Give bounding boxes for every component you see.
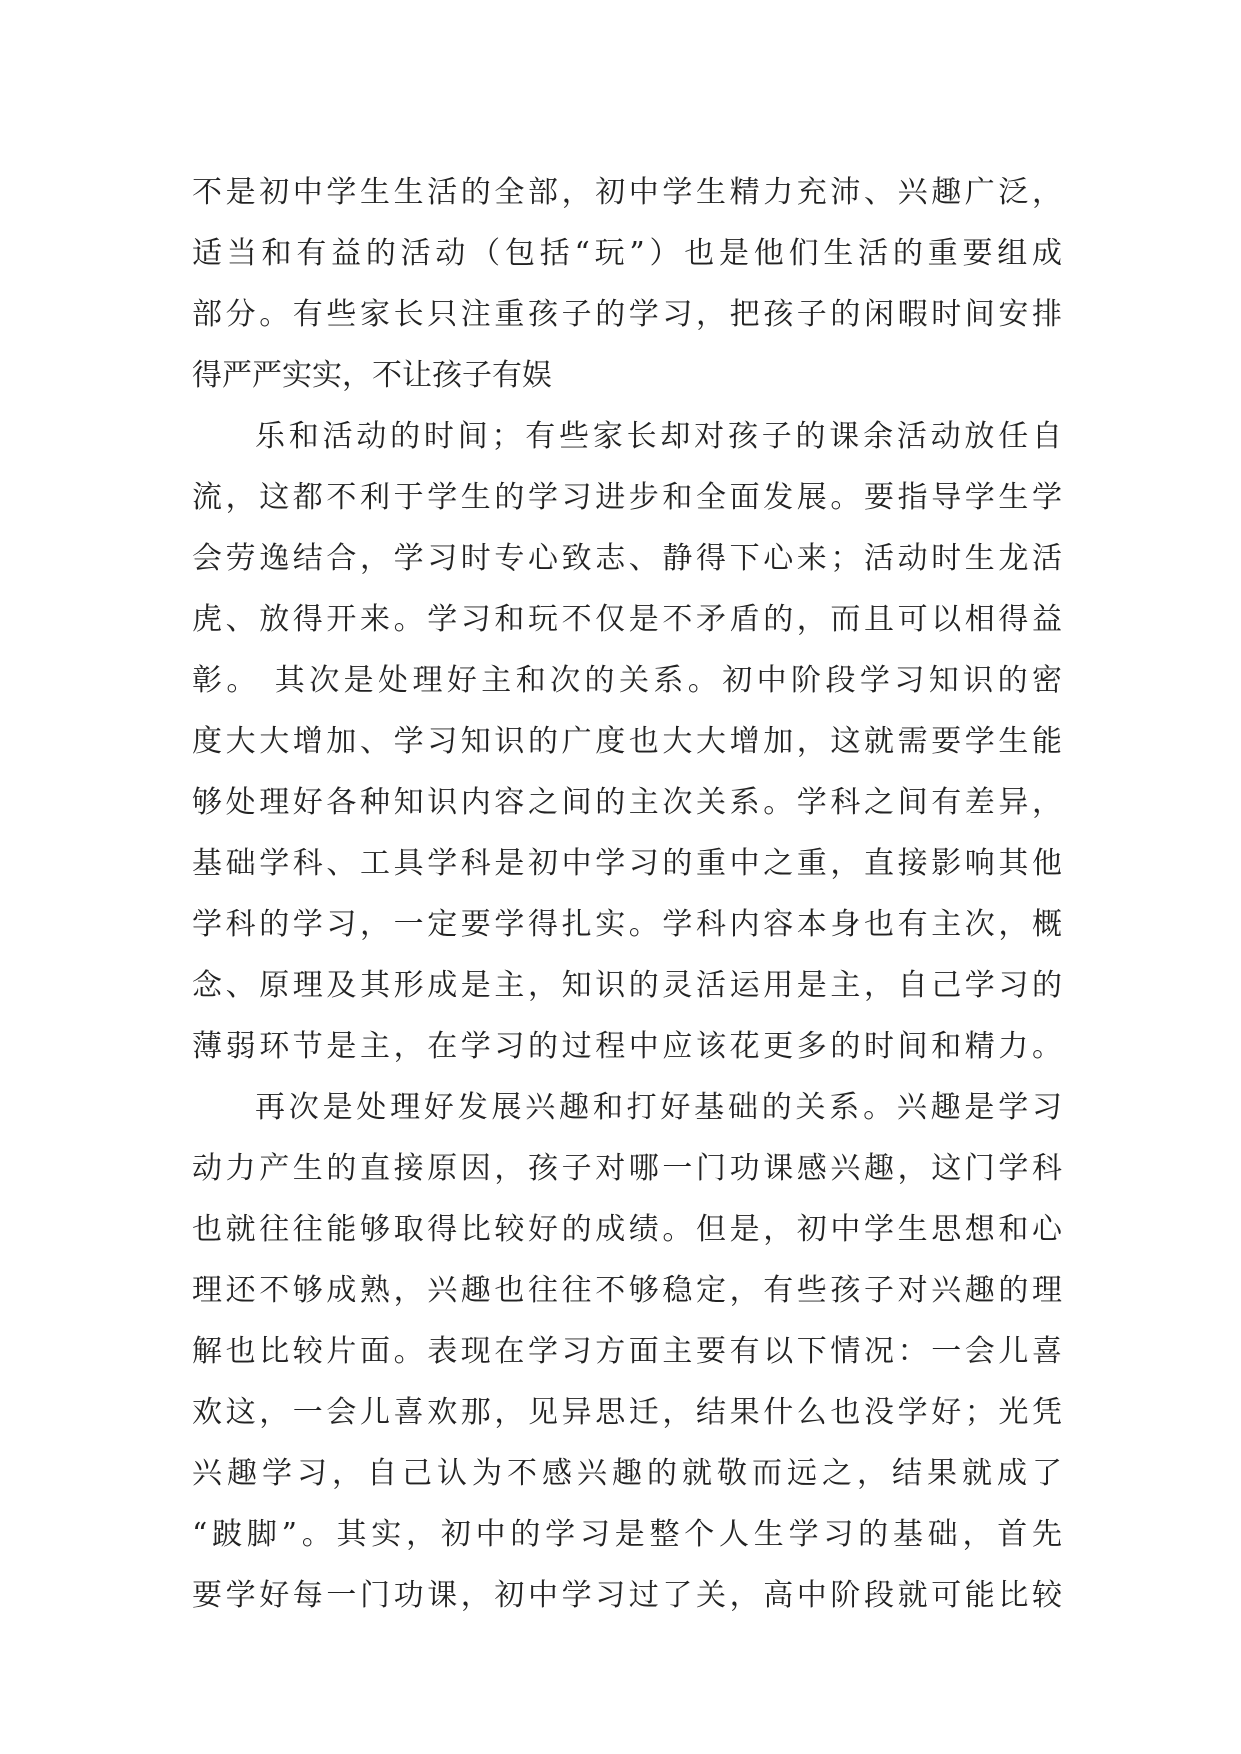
text-line: 虎、放得开来。学习和玩不仅是不矛盾的，而且可以相得益 <box>192 602 1062 637</box>
text-line: 动力产生的直接原因，孩子对哪一门功课感兴趣，这门学科 <box>192 1151 1062 1186</box>
text-line: 流，这都不利于学生的学习进步和全面发展。要指导学生学 <box>192 480 1062 515</box>
text-line: 要学好每一门功课，初中学习过了关，高中阶段就可能比较 <box>192 1578 1062 1613</box>
text-line: 得严严实实，不让孩子有娱 <box>192 358 552 393</box>
text-line: 乐和活动的时间；有些家长却对孩子的课余活动放任自 <box>255 419 1062 454</box>
text-line: 学科的学习，一定要学得扎实。学科内容本身也有主次，概 <box>192 907 1062 942</box>
text-line: 也就往往能够取得比较好的成绩。但是，初中学生思想和心 <box>192 1212 1062 1247</box>
text-line: 再次是处理好发展兴趣和打好基础的关系。兴趣是学习 <box>255 1090 1062 1125</box>
text-line: 适当和有益的活动（包括“玩”）也是他们生活的重要组成 <box>192 236 1062 271</box>
text-line: 不是初中学生生活的全部，初中学生精力充沛、兴趣广泛， <box>192 175 1062 210</box>
text-line: 念、原理及其形成是主，知识的灵活运用是主，自己学习的 <box>192 968 1062 1003</box>
text-line: 基础学科、工具学科是初中学习的重中之重，直接影响其他 <box>192 846 1062 881</box>
text-line: 会劳逸结合，学习时专心致志、静得下心来；活动时生龙活 <box>192 541 1062 576</box>
text-line: 彰。 其次是处理好主和次的关系。初中阶段学习知识的密 <box>192 663 1062 698</box>
body-text <box>192 162 1062 1626</box>
text-line: “跛脚”。其实，初中的学习是整个人生学习的基础，首先 <box>192 1517 1062 1552</box>
text-line: 解也比较片面。表现在学习方面主要有以下情况：一会儿喜 <box>192 1334 1062 1369</box>
text-line: 够处理好各种知识内容之间的主次关系。学科之间有差异， <box>192 785 1062 820</box>
text-line: 兴趣学习，自己认为不感兴趣的就敬而远之，结果就成了 <box>192 1456 1062 1491</box>
text-line: 薄弱环节是主，在学习的过程中应该花更多的时间和精力。 <box>192 1029 1062 1064</box>
text-line: 度大大增加、学习知识的广度也大大增加，这就需要学生能 <box>192 724 1062 759</box>
text-line: 欢这，一会儿喜欢那，见异思迁，结果什么也没学好；光凭 <box>192 1395 1062 1430</box>
text-line: 部分。有些家长只注重孩子的学习，把孩子的闲暇时间安排 <box>192 297 1062 332</box>
text-line: 理还不够成熟，兴趣也往往不够稳定，有些孩子对兴趣的理 <box>192 1273 1062 1308</box>
